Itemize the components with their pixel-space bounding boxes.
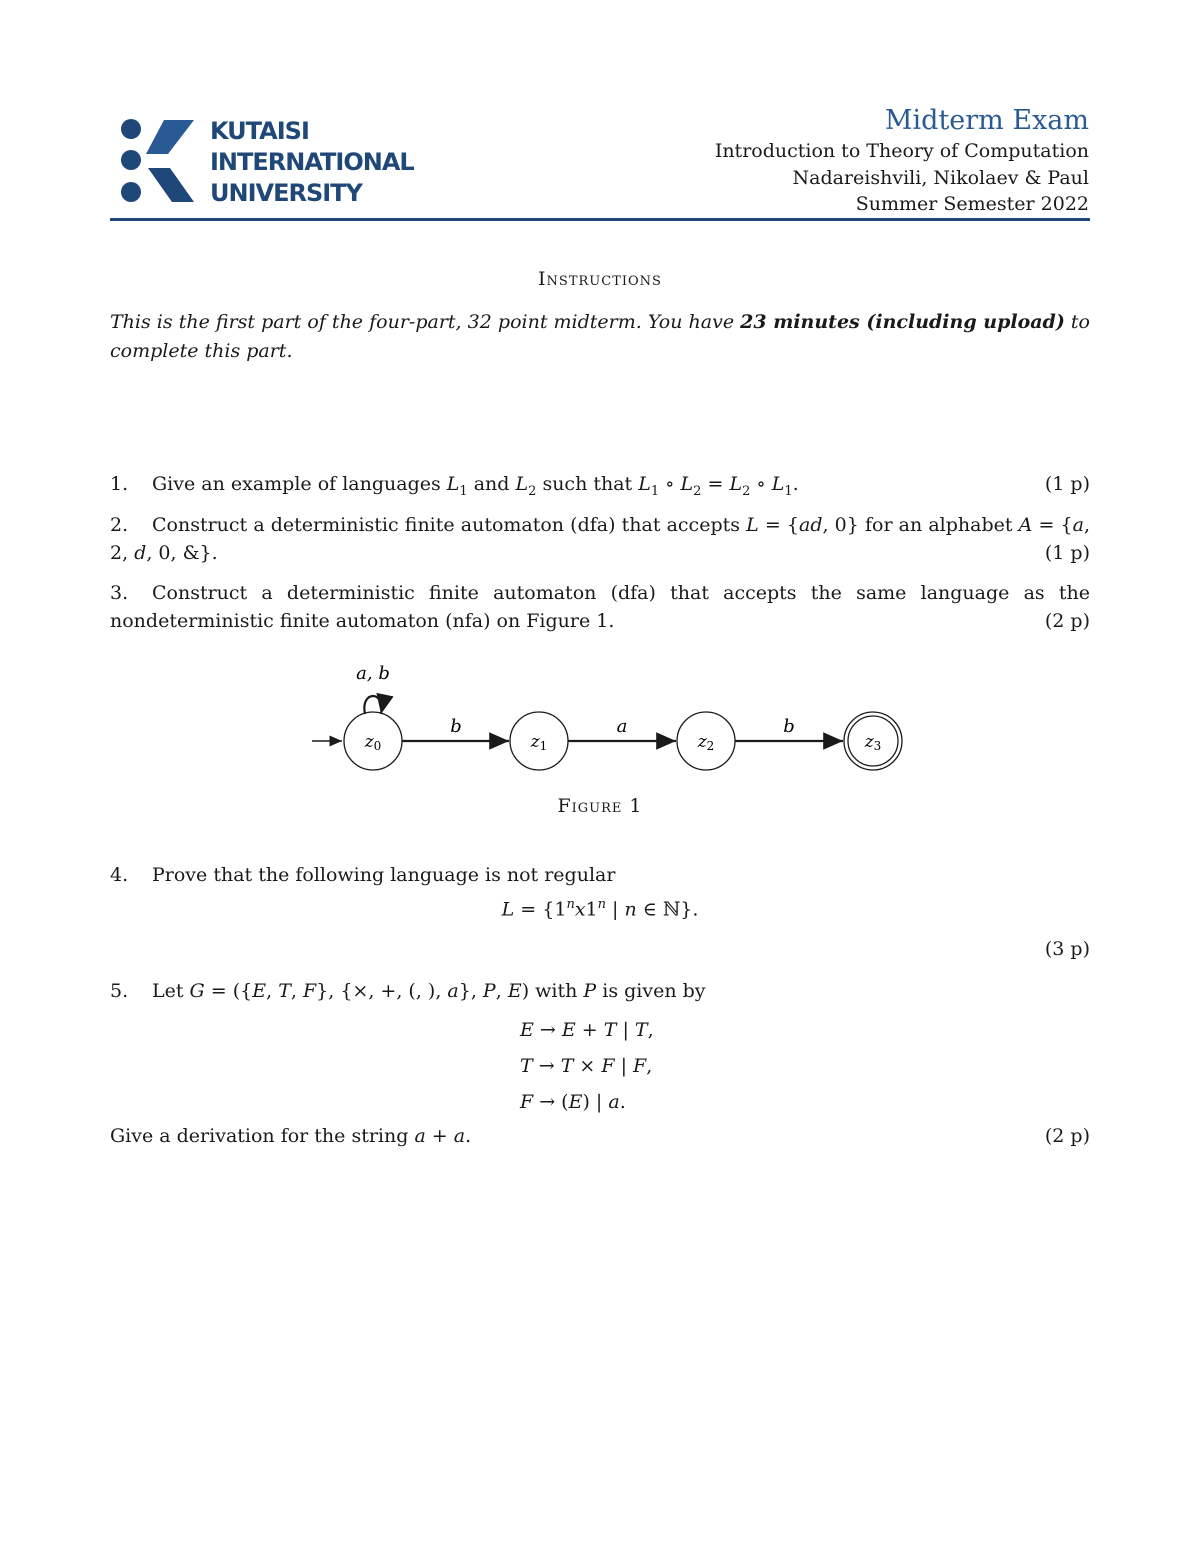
- state-z3-label: z3: [864, 732, 882, 753]
- question-4-text: Prove that the following language is not regular: [152, 864, 616, 886]
- question-2-points: (1 p): [1044, 542, 1090, 564]
- authors: Nadareishvili, Nikolaev & Paul: [792, 166, 1089, 189]
- state-z1-label: z1: [530, 732, 548, 753]
- semester: Summer Semester 2022: [855, 193, 1089, 215]
- question-2-number: 2.: [110, 514, 129, 536]
- question-1-text: Give an example of languages $L_1$ and $L_2$ such that $L_1$ ∘ $L_2 = L_2$ ∘ $L_1$.: [152, 473, 799, 499]
- edge-label-2: a: [616, 716, 628, 737]
- question-1: [110, 470, 1090, 506]
- instructions-text: [110, 308, 1090, 365]
- logo-line-1: KUTAISI: [210, 117, 309, 145]
- question-3-points: (2 p): [1044, 610, 1090, 632]
- question-4-number: 4.: [110, 864, 129, 886]
- state-z2-label: z2: [697, 732, 715, 753]
- instructions-text-part2: to complete this part.: [110, 311, 1090, 362]
- logo-line-2: INTERNATIONAL: [210, 148, 414, 176]
- question-5-points: (2 p): [1044, 1125, 1090, 1147]
- state-z0-label: z0: [364, 732, 382, 753]
- grammar-rule-f: F → (E) | a.: [520, 1091, 626, 1113]
- question-3-number: 3.: [110, 582, 129, 604]
- question-5-task-text: Give a derivation for the string a + a.: [110, 1125, 472, 1147]
- instructions-heading: Instructions: [538, 268, 662, 290]
- loop-label: a, b: [356, 663, 390, 684]
- question-5-task: [110, 1122, 1090, 1150]
- question-2-text: Construct a deterministic finite automaton (dfa) that accepts L = {ad, 0} for an alphabet A = {a, 2, d, 0, &}.: [110, 514, 1091, 564]
- question-4-formula: $L = \{1^nx1^n$ | n ∈ ℕ}.: [501, 897, 699, 921]
- figure-caption: Figure 1: [557, 795, 643, 817]
- question-4-points: (3 p): [1044, 938, 1090, 960]
- question-5-text: Let G = ({E, T, F}, {×, +, (, ), a}, P, E) with P is given by: [152, 980, 706, 1002]
- question-2: [110, 511, 1090, 567]
- question-1-points: (1 p): [1044, 473, 1090, 495]
- instructions-time: 23 minutes (including upload): [740, 311, 1065, 333]
- question-4: [110, 861, 1090, 889]
- question-1-number: 1.: [110, 473, 129, 495]
- loop-arrow: [364, 696, 381, 714]
- grammar-rule-t: T → T × F | F,: [520, 1055, 653, 1077]
- grammar-rule-e: E → E + T | T,: [520, 1019, 654, 1041]
- logo-mark-icon: [112, 112, 212, 212]
- grammar-rules: [520, 1012, 654, 1120]
- logo-text: [210, 116, 414, 209]
- edge-label-1: b: [450, 716, 462, 737]
- edge-label-3: b: [783, 716, 795, 737]
- nfa-diagram: [300, 655, 920, 785]
- question-5: [110, 977, 1090, 1005]
- question-4-points-row: [110, 935, 1090, 963]
- university-logo: [112, 112, 412, 212]
- logo-line-3: UNIVERSITY: [210, 179, 362, 207]
- exam-title: Midterm Exam: [884, 105, 1089, 136]
- header-rule: [110, 218, 1090, 221]
- question-3: [110, 579, 1090, 635]
- question-3-text: Construct a deterministic finite automaton (dfa) that accepts the same language as the nondeterministic finite automaton (nfa) on Figure 1.: [110, 582, 1090, 632]
- question-5-number: 5.: [110, 980, 129, 1002]
- instructions-text-part1: This is the first part of the four-part, 32 point midterm. You have: [110, 311, 741, 333]
- exam-header: [715, 104, 1089, 218]
- course-name: Introduction to Theory of Computation: [714, 140, 1089, 162]
